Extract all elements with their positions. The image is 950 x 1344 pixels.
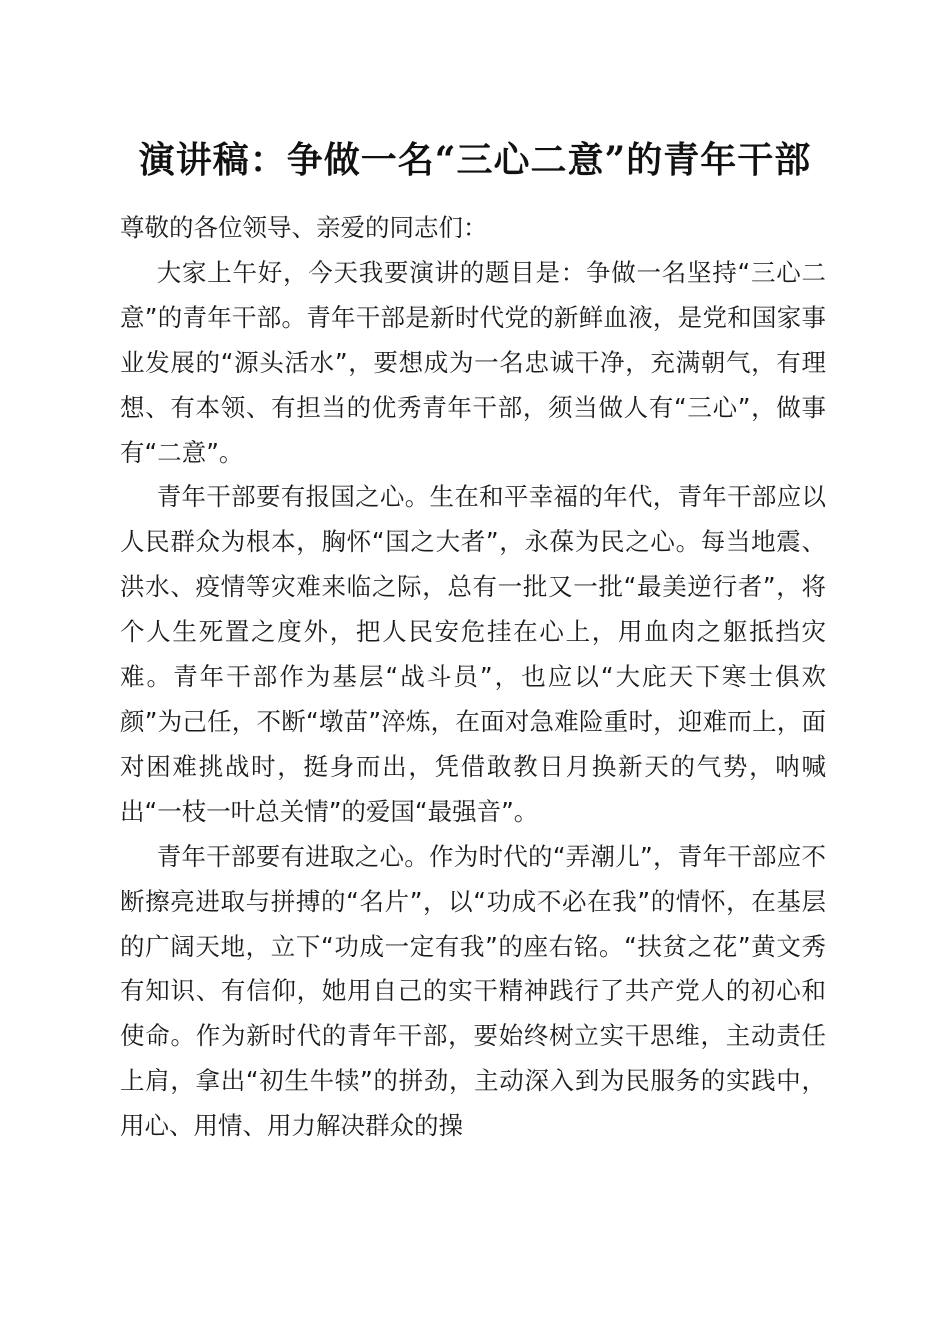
paragraph-1: 大家上午好，今天我要演讲的题目是：争做一名坚持“三心二意”的青年干部。青年干部是新时代党的新鲜血液，是党和国家事业发展的“源头活水”，要想成为一名忠诚干净，充满朝气，有理想、有本领、有担当的优秀青年干部，须当做人有“三心”，做事有“二意”。 <box>120 257 826 467</box>
document-title: 演讲稿：争做一名“三心二意”的青年干部 <box>138 139 812 181</box>
paragraph-2: 青年干部要有报国之心。生在和平幸福的年代，青年干部应以人民群众为根本，胸怀“国之大者”，永葆为民之心。每当地震、洪水、疫情等灾难来临之际，总有一批又一批“最美逆行者”，将个人生死置之度外，把人民安危挂在心上，用血肉之躯抵挡灾难。青年干部作为基层“战斗员”，也应以“大庇天下寒士俱欢颜”为己任，不断“墩苗”淬炼，在面对急难险重时，迎难而上，面对困难挑战时，挺身而出，凭借敢教日月换新天的气势，呐喊出“一枝一叶总关情”的爱国“最强音”。 <box>120 482 826 826</box>
document-body <box>120 206 826 1149</box>
paragraph-3: 青年干部要有进取之心。作为时代的“弄潮儿”，青年干部应不断擦亮进取与拼搏的“名片”，以“功成不必在我”的情怀，在基层的广阔天地，立下“功成一定有我”的座右铭。“扶贫之花”黄文秀有知识、有信仰，她用自己的实干精神践行了共产党人的初心和使命。作为新时代的青年干部，要始终树立实干思维，主动责任上肩，拿出“初生牛犊”的拼劲，主动深入到为民服务的实践中，用心、用情、用力解决群众的操 <box>120 841 826 1141</box>
salutation: 尊敬的各位领导、亲爱的同志们： <box>120 213 488 242</box>
